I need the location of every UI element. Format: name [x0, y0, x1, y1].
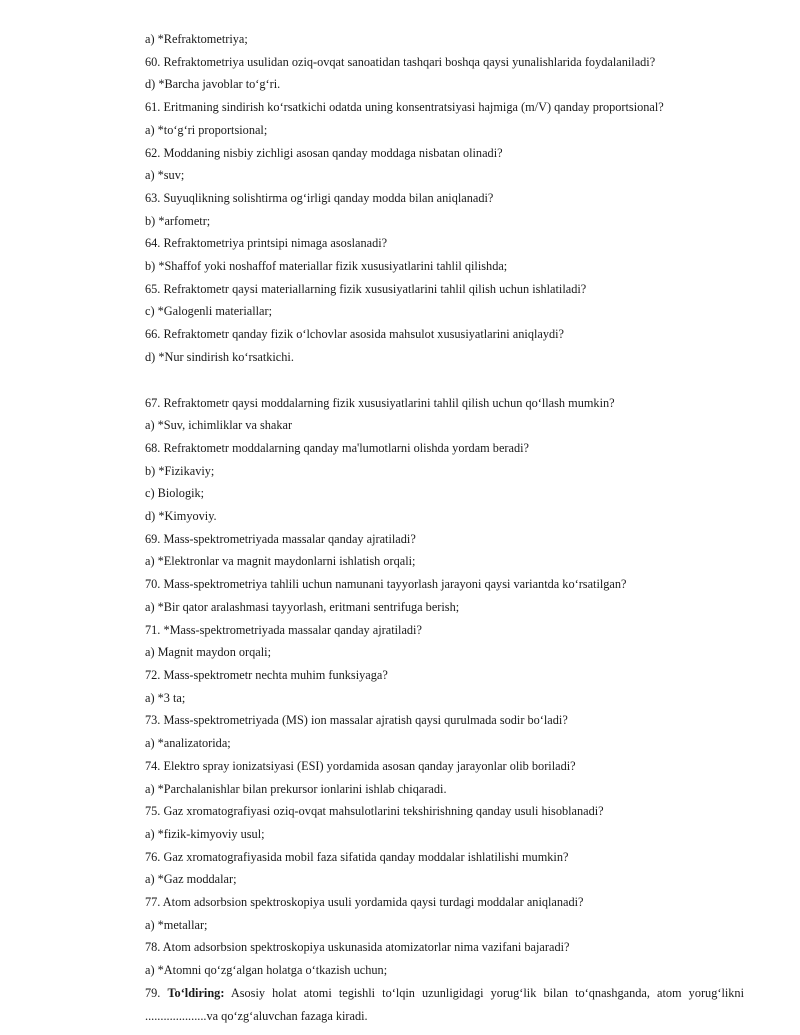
answer-line: c) Biologik;: [145, 486, 205, 501]
question-line: 66. Refraktometr qanday fizik o‘lchovlar asosida mahsulot xususiyatlarini aniqlaydi?: [145, 327, 565, 342]
answer-line: a) *Bir qator aralashmasi tayyorlash, eritmani sentrifuga berish;: [145, 599, 460, 614]
question-line: 72. Mass-spektrometr nechta muhim funksiyaga?: [145, 667, 388, 682]
answer-line: a) *fizik-kimyoviy usul;: [145, 826, 265, 841]
question-line: 64. Refraktometriya printsipi nimaga asoslanadi?: [145, 236, 388, 251]
question-number: 79.: [145, 985, 161, 1000]
question-line: 61. Eritmaning sindirish ko‘rsatkichi odatda uning konsentratsiyasi hajmiga (m/V) qanday proportsional?: [145, 100, 664, 115]
answer-line: a) *3 ta;: [145, 690, 186, 705]
answer-line: a) *Parchalanishlar bilan prekursor ionlarini ishlab chiqaradi.: [145, 781, 447, 796]
question-line: 68. Refraktometr moddalarning qanday ma'lumotlarni olishda yordam beradi?: [145, 440, 529, 455]
question-text: Asosiy holat atomi tegishli to‘lqin uzunligidagi yorug‘lik bilan to‘qnashganda, atom yorug‘likni ....................va qo‘zg‘aluvchan fazaga kiradi.: [145, 985, 744, 1023]
blank-line: [145, 369, 744, 392]
question-79: [145, 982, 744, 1027]
answer-line: b) *Fizikaviy;: [145, 463, 215, 478]
question-line: 69. Mass-spektrometriyada massalar qanday ajratiladi?: [145, 531, 416, 546]
question-line: 76. Gaz xromatografiyasida mobil faza sifatida qanday moddalar ishlatilishi mumkin?: [145, 849, 569, 864]
answer-line: c) *Galogenli materiallar;: [145, 304, 273, 319]
answer-line: a) *Elektronlar va magnit maydonlarni ishlatish orqali;: [145, 554, 416, 569]
answer-line: b) *arfometr;: [145, 213, 211, 228]
answer-line: a) *to‘g‘ri proportsional;: [145, 122, 268, 137]
answer-line: a) *Suv, ichimliklar va shakar: [145, 418, 293, 433]
answer-line: a) *suv;: [145, 168, 185, 183]
questions-block-67-78: [145, 392, 744, 982]
question-line: 67. Refraktometr qaysi moddalarning fizik xususiyatlarini tahlil qilish uchun qo‘llash mumkin?: [145, 395, 615, 410]
question-line: 60. Refraktometriya usulidan oziq-ovqat sanoatidan tashqari boshqa qaysi yunalishlarida foydalaniladi?: [145, 54, 656, 69]
answer-line: d) *Nur sindirish ko‘rsatkichi.: [145, 349, 294, 364]
answer-line: a) *Refraktometriya;: [145, 32, 248, 46]
answer-line: b) *Shaffof yoki noshaffof materiallar fizik xususiyatlarini tahlil qilishda;: [145, 259, 508, 274]
question-line: 71. *Mass-spektrometriyada massalar qanday ajratiladi?: [145, 622, 422, 637]
question-line: 74. Elektro spray ionizatsiyasi (ESI) yordamida asosan qanday jarayonlar olib boriladi?: [145, 758, 576, 773]
questions-block-59-66: [145, 28, 744, 369]
answer-line: a) *analizatorida;: [145, 736, 231, 751]
question-line: 77. Atom adsorbsion spektroskopiya usuli yordamida qaysi turdagi moddalar aniqlanadi?: [145, 895, 584, 910]
answer-line: a) *Atomni qo‘zg‘algan holatga o‘tkazish uchun;: [145, 963, 388, 978]
question-line: 65. Refraktometr qaysi materiallarning fizik xususiyatlarini tahlil qilish uchun ishlatiladi?: [145, 281, 587, 296]
answer-line: a) Magnit maydon orqali;: [145, 645, 272, 660]
answer-line: a) *Gaz moddalar;: [145, 872, 237, 887]
answer-line: a) *metallar;: [145, 917, 208, 932]
question-line: 78. Atom adsorbsion spektroskopiya uskunasida atomizatorlar nima vazifani bajaradi?: [145, 940, 570, 955]
answer-line: d) *Barcha javoblar to‘g‘ri.: [145, 77, 281, 92]
question-line: 62. Moddaning nisbiy zichligi asosan qanday moddaga nisbatan olinadi?: [145, 145, 503, 160]
question-line: 63. Suyuqlikning solishtirma og‘irligi qanday modda bilan aniqlanadi?: [145, 190, 494, 205]
question-line: 75. Gaz xromatografiyasi oziq-ovqat mahsulotlarini tekshirishning qanday usuli hisoblanadi?: [145, 804, 604, 819]
fill-in-label: To‘ldiring:: [167, 985, 225, 1000]
answer-line: d) *Kimyoviy.: [145, 509, 217, 524]
question-line: 73. Mass-spektrometriyada (MS) ion massalar ajratish qaysi qurulmada sodir bo‘ladi?: [145, 713, 568, 728]
question-line: 70. Mass-spektrometriya tahlili uchun namunani tayyorlash jarayoni qaysi variantda ko‘rsatilgan?: [145, 577, 627, 592]
